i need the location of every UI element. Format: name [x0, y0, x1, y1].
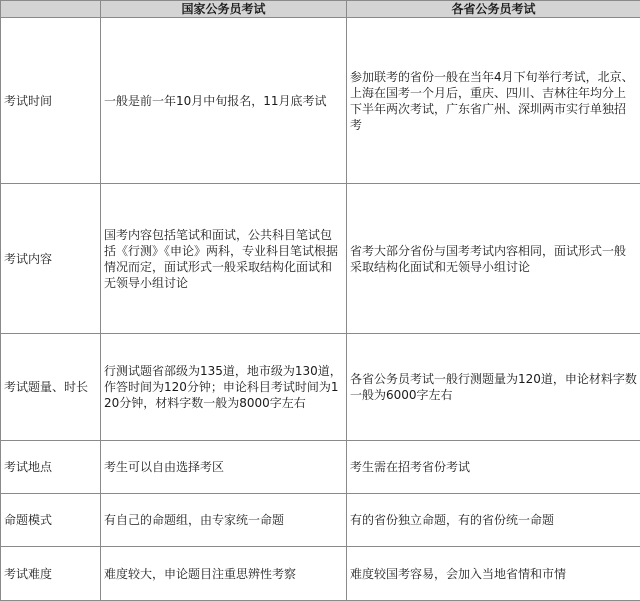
- national-exam-location: 考生可以自由选择考区: [101, 441, 347, 494]
- table-row: [1, 18, 640, 184]
- provincial-exam-content: 省考大部分省份与国考考试内容相同，面试形式一般采取结构化面试和无领导小组讨论: [347, 184, 640, 334]
- row-label-question-count-duration: 考试题量、时长: [1, 334, 101, 441]
- row-label-exam-time: 考试时间: [1, 18, 101, 184]
- header-row: [1, 1, 640, 18]
- table-row: [1, 547, 640, 601]
- header-provincial-exam: 各省公务员考试: [347, 1, 640, 18]
- row-label-question-setting-mode: 命题模式: [1, 494, 101, 547]
- national-question-setting-mode: 有自己的命题组，由专家统一命题: [101, 494, 347, 547]
- table-row: [1, 494, 640, 547]
- national-question-count-duration: 行测试题省部级为135道，地市级为130道，作答时间为120分钟；申论科目考试时间为120分钟，材料字数一般为8000字左右: [101, 334, 347, 441]
- provincial-question-setting-mode: 有的省份独立命题，有的省份统一命题: [347, 494, 640, 547]
- header-corner-cell: [1, 1, 101, 18]
- national-exam-content: 国考内容包括笔试和面试，公共科目笔试包括《行测》《申论》两科，专业科目笔试根据情况而定，面试形式一般采取结构化面试和无领导小组讨论: [101, 184, 347, 334]
- provincial-exam-time: 参加联考的省份一般在当年4月下旬举行考试，北京、上海在国考一个月后，重庆、四川、吉林往年均分上下半年两次考试，广东省广州、深圳两市实行单独招考: [347, 18, 640, 184]
- row-label-exam-content: 考试内容: [1, 184, 101, 334]
- table-row: [1, 441, 640, 494]
- table-row: [1, 184, 640, 334]
- national-exam-time: 一般是前一年10月中旬报名，11月底考试: [101, 18, 347, 184]
- header-national-exam: 国家公务员考试: [101, 1, 347, 18]
- row-label-exam-difficulty: 考试难度: [1, 547, 101, 601]
- provincial-exam-difficulty: 难度较国考容易，会加入当地省情和市情: [347, 547, 640, 601]
- row-label-exam-location: 考试地点: [1, 441, 101, 494]
- national-exam-difficulty: 难度较大，申论题目注重思辨性考察: [101, 547, 347, 601]
- table-row: [1, 334, 640, 441]
- provincial-question-count-duration: 各省公务员考试一般行测题量为120道，申论材料字数一般为6000字左右: [347, 334, 640, 441]
- provincial-exam-location: 考生需在招考省份考试: [347, 441, 640, 494]
